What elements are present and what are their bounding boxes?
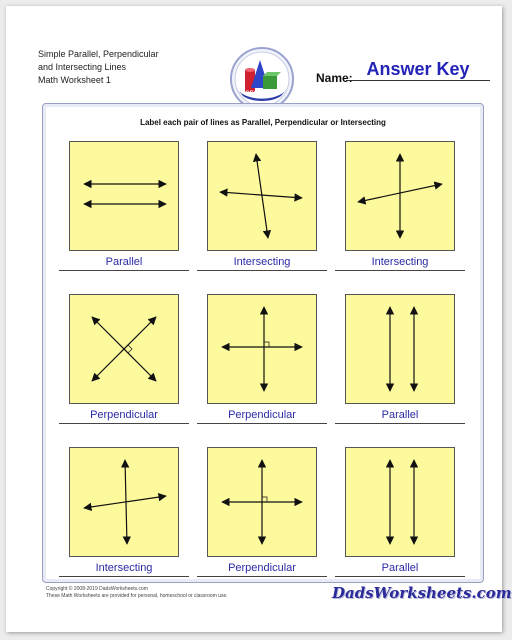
- answer-line[interactable]: Parallel: [59, 254, 189, 271]
- worksheet-page: [6, 6, 512, 632]
- instructions: Label each pair of lines as Parallel, Perpendicular or Intersecting: [140, 118, 386, 127]
- logo-text: GEOMETRY: [244, 91, 280, 97]
- parallel-lines-figure: [70, 142, 178, 250]
- footer: [46, 586, 228, 600]
- figure-box: [345, 294, 455, 404]
- intersecting-lines-figure: [208, 142, 316, 250]
- right-angle-mark: [262, 497, 267, 502]
- figure-box: [69, 141, 179, 251]
- answer-line[interactable]: Intersecting: [59, 560, 189, 577]
- title-line-2: and Intersecting Lines: [38, 62, 127, 72]
- parallel-lines-figure: [346, 448, 454, 556]
- answer-line[interactable]: Parallel: [335, 407, 465, 424]
- answer-line[interactable]: Perpendicular: [59, 407, 189, 424]
- problems-panel: [42, 103, 484, 583]
- title-line-3: Math Worksheet 1: [38, 75, 111, 85]
- figure-box: [345, 447, 455, 557]
- perpendicular-lines-figure: [208, 448, 316, 556]
- brand-logo: DadsWorksheets.com: [332, 584, 512, 602]
- figure-box: [207, 141, 317, 251]
- answer-line[interactable]: Perpendicular: [197, 560, 327, 577]
- answer-line[interactable]: Intersecting: [197, 254, 327, 271]
- perpendicular-lines-figure: [208, 295, 316, 403]
- figure-box: [207, 294, 317, 404]
- figure-box: [345, 141, 455, 251]
- name-label: Name:: [316, 71, 353, 85]
- answer-line[interactable]: Parallel: [335, 560, 465, 577]
- title-line-1: Simple Parallel, Perpendicular: [38, 49, 159, 59]
- intersecting-lines-figure: [346, 142, 454, 250]
- answer-key-field[interactable]: Answer Key: [346, 58, 490, 81]
- usage-note: These Math Worksheets are provided for personal, homeschool or classroom use.: [46, 593, 228, 599]
- intersecting-lines-figure: [70, 448, 178, 556]
- figure-box: [69, 294, 179, 404]
- right-angle-mark: [128, 345, 132, 353]
- answer-line[interactable]: Perpendicular: [197, 407, 327, 424]
- worksheet-title: [38, 48, 159, 87]
- perpendicular-lines-figure: [70, 295, 178, 403]
- figure-box: [69, 447, 179, 557]
- right-angle-mark: [264, 342, 269, 347]
- parallel-lines-figure: [346, 295, 454, 403]
- figure-box: [207, 447, 317, 557]
- answer-line[interactable]: Intersecting: [335, 254, 465, 271]
- copyright: Copyright © 2008-2019 DadsWorksheets.com: [46, 586, 148, 592]
